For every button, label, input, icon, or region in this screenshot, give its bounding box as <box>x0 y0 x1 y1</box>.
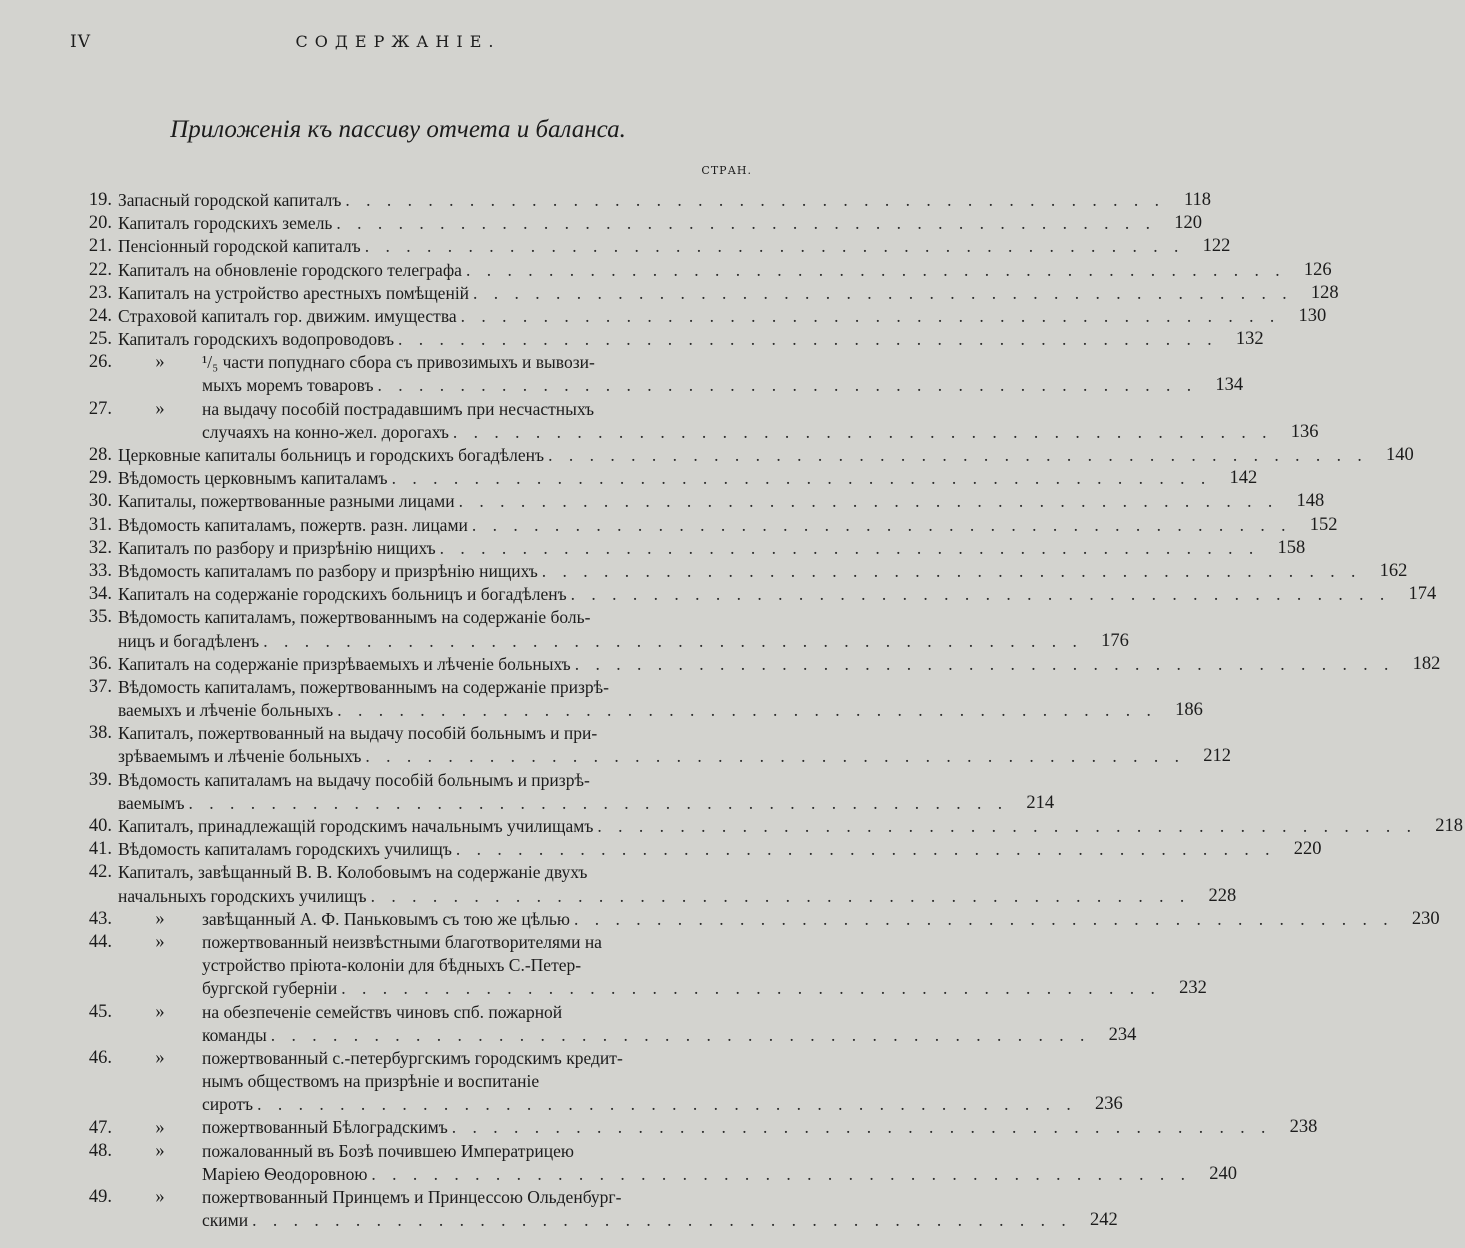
entry-content <box>118 514 1340 537</box>
dot-leader: . . . . . . . . . . . . . . . . . . . . . . . . . . . . . . . . . . . . . . . . <box>471 514 1292 535</box>
dot-leader: . . . . . . . . . . . . . . . . . . . . . . . . . . . . . . . . . . . . . . . . <box>364 236 1185 257</box>
entry-number: 20. <box>88 213 112 234</box>
page-ref: 142 <box>1229 468 1258 489</box>
entry-line <box>202 1186 1120 1209</box>
entry-content <box>118 560 1409 583</box>
toc-entry <box>0 1140 1238 1186</box>
entry-title: пожертвованный с.-петербургскимъ городскимъ кредит- <box>202 1047 623 1068</box>
toc-entry <box>0 861 1237 907</box>
page-ref: 140 <box>1385 445 1414 466</box>
entry-title: Капиталъ, пожертвованный на выдачу пособій больнымъ и при- <box>118 723 598 744</box>
dot-leader: . . . . . . . . . . . . . . . . . . . . . . . . . . . . . . . . . . . . . . . . <box>452 421 1273 442</box>
entry-title: пожалованный въ Бозѣ почившею Императрицею <box>202 1140 574 1161</box>
toc-entry <box>0 769 1055 815</box>
entry-title: Вѣдомость капиталамъ городскихъ училищъ <box>118 839 452 860</box>
entry-line <box>202 931 1209 954</box>
entry-number: 28. <box>88 445 112 466</box>
page-column-header: СТРАН. <box>701 164 752 177</box>
page-ref: 136 <box>1290 421 1319 442</box>
entry-number: 19. <box>88 190 112 210</box>
table-of-contents <box>0 189 1463 1232</box>
entry-line <box>118 328 1266 351</box>
toc-entry <box>0 467 1258 490</box>
entry-line <box>118 305 1328 328</box>
dot-leader: . . . . . . . . . . . . . . . . . . . . . . . . . . . . . . . . . . . . . . . . <box>460 305 1281 326</box>
page-ref: 212 <box>1203 746 1231 767</box>
entry-content <box>118 861 1238 907</box>
entry-content <box>118 722 1233 768</box>
entry-number: 40. <box>88 816 112 837</box>
ditto-mark: » <box>155 1117 165 1138</box>
page-ref: 152 <box>1309 514 1338 535</box>
entry-content <box>118 653 1442 676</box>
entry-content <box>202 1140 1239 1186</box>
entry-line <box>118 722 1233 745</box>
entry-content <box>118 189 1213 212</box>
entry-content <box>202 1186 1120 1232</box>
entry-line <box>118 885 1238 908</box>
entry-line <box>118 861 1238 884</box>
entry-number: 35. <box>88 607 112 628</box>
entry-number: 38. <box>88 723 112 744</box>
page-ref: 214 <box>1026 792 1055 813</box>
entry-line <box>118 653 1442 676</box>
entry-line <box>118 467 1259 490</box>
page-ref: 122 <box>1202 236 1231 257</box>
entry-title: на выдачу пособій пострадавшимъ при несчастныхъ <box>202 398 595 419</box>
entry-number: 45. <box>88 1001 112 1022</box>
entry-content <box>118 676 1205 722</box>
entry-content <box>118 769 1056 815</box>
page-ref: 242 <box>1089 1210 1118 1231</box>
toc-entry <box>0 1117 1318 1140</box>
entry-content <box>118 328 1266 351</box>
dot-leader: . . . . . . . . . . . . . . . . . . . . . . . . . . . . . . . . . . . . . . . . <box>371 1163 1192 1184</box>
entry-line <box>202 375 1245 398</box>
page-ref: 220 <box>1293 839 1322 860</box>
entry-content <box>118 212 1204 235</box>
toc-entry <box>0 606 1129 652</box>
dot-leader: . . . . . . . . . . . . . . . . . . . . . . . . . . . . . . . . . . . . . . . . <box>597 816 1417 837</box>
entry-line <box>118 815 1465 838</box>
entry-content <box>202 1047 1125 1117</box>
entry-line <box>202 398 1321 421</box>
entry-number: 46. <box>88 1047 112 1068</box>
dot-leader: . . . . . . . . . . . . . . . . . . . . . . . . . . . . . . . . . . . . . . . . <box>365 746 1185 767</box>
entry-content <box>202 1001 1138 1047</box>
entry-number: 29. <box>88 468 112 489</box>
entry-line <box>202 1117 1319 1140</box>
entry-line <box>202 1209 1120 1232</box>
entry-number: 22. <box>88 259 112 280</box>
toc-entry <box>0 838 1322 861</box>
dot-leader: . . . . . . . . . . . . . . . . . . . . . . . . . . . . . . . . . . . . . . . . <box>336 213 1157 234</box>
dot-leader: . . . . . . . . . . . . . . . . . . . . . . . . . . . . . . . . . . . . . . . . <box>398 329 1218 350</box>
entry-title: нымъ обществомъ на призрѣніе и воспитаніе <box>202 1071 540 1092</box>
entry-title: Капиталъ на обновленіе городского телеграфа <box>118 259 462 280</box>
toc-entry <box>0 560 1408 583</box>
entry-title: пожертвованный Бѣлоградскимъ <box>202 1117 448 1138</box>
entry-content <box>118 305 1328 328</box>
toc-entry <box>0 908 1440 931</box>
entry-number: 37. <box>88 676 112 697</box>
entry-title: Страховой капиталъ гор. движим. имущества <box>118 305 457 326</box>
entry-line <box>118 630 1131 653</box>
page-ref: 130 <box>1298 305 1327 326</box>
entry-line <box>202 1047 1125 1070</box>
entry-number: 27. <box>88 398 112 419</box>
entry-line <box>202 1024 1138 1047</box>
page-ref: 234 <box>1108 1024 1137 1045</box>
entry-line <box>118 444 1416 467</box>
entry-title: Капиталъ, завѣщанный В. В. Колобовымъ на содержаніе двухъ <box>118 862 588 883</box>
dot-leader: . . . . . . . . . . . . . . . . . . . . . . . . . . . . . . . . . . . . . . . . <box>252 1210 1072 1231</box>
entry-line <box>118 583 1438 606</box>
entry-line <box>118 537 1307 560</box>
toc-entry <box>0 676 1203 722</box>
entry-title: бургской губерніи <box>202 978 338 999</box>
toc-entry <box>0 514 1338 537</box>
page-ref: 182 <box>1412 653 1441 674</box>
page-ref: 158 <box>1277 537 1306 558</box>
entry-line <box>202 351 1245 374</box>
entry-title: Вѣдомость капиталамъ, пожертвованнымъ на содержаніе призрѣ- <box>118 676 609 697</box>
dot-leader: . . . . . . . . . . . . . . . . . . . . . . . . . . . . . . . . . . . . . . . . <box>451 1117 1272 1138</box>
entry-title: Капиталъ по разбору и призрѣнію нищихъ <box>118 537 436 558</box>
entry-title: Капиталъ городскихъ земель <box>118 213 333 234</box>
entry-number: 30. <box>88 491 112 512</box>
toc-entry <box>0 931 1207 1001</box>
page-number: IV <box>70 32 91 52</box>
page-ref: 232 <box>1179 978 1207 999</box>
entry-content <box>202 398 1321 444</box>
toc-entry <box>0 398 1319 444</box>
page-ref: 126 <box>1303 259 1332 280</box>
entry-content <box>118 537 1307 560</box>
entry-number: 32. <box>88 537 112 558</box>
page-ref: 218 <box>1435 816 1463 837</box>
page-ref: 118 <box>1183 189 1212 210</box>
entry-line <box>118 838 1324 861</box>
toc-entry <box>0 653 1441 676</box>
entry-title: Пенсіонный городской капиталъ <box>118 236 361 257</box>
entry-line <box>202 1093 1125 1116</box>
entry-title: ницъ и богадѣленъ <box>118 630 260 651</box>
entry-number: 47. <box>88 1117 112 1138</box>
toc-entry <box>0 537 1306 560</box>
page-ref: 186 <box>1175 700 1203 721</box>
entry-title: сиротъ <box>202 1094 254 1115</box>
dot-leader: . . . . . . . . . . . . . . . . . . . . . . . . . . . . . . . . . . . . . . . . <box>377 375 1198 396</box>
entry-content <box>118 444 1416 467</box>
entry-line <box>118 606 1131 629</box>
page-ref: 240 <box>1209 1163 1238 1184</box>
dot-leader: . . . . . . . . . . . . . . . . . . . . . . . . . . . . . . . . . . . . . . . . <box>570 584 1391 605</box>
dot-leader: . . . . . . . . . . . . . . . . . . . . . . . . . . . . . . . . . . . . . . . . <box>465 259 1286 280</box>
entry-title: начальныхъ городскихъ училищъ <box>118 885 367 906</box>
entry-line <box>118 514 1340 537</box>
entry-title: Церковные капиталы больницъ и городскихъ богадѣленъ <box>118 445 545 466</box>
toc-entry <box>0 259 1332 282</box>
entry-title: скими <box>202 1210 249 1231</box>
entry-title: Капиталъ городскихъ водопроводовъ <box>118 329 395 350</box>
dot-leader: . . . . . . . . . . . . . . . . . . . . . . . . . . . . . . . . . . . . . . . . <box>473 282 1293 303</box>
entry-line <box>202 1070 1125 1093</box>
entry-content <box>118 490 1326 513</box>
entry-title: пожертвованный неизвѣстными благотворителями на <box>202 931 602 952</box>
entry-number: 26. <box>88 352 112 373</box>
page-ref: 132 <box>1235 329 1264 350</box>
entry-line <box>202 954 1209 977</box>
toc-entry <box>0 282 1339 305</box>
entry-title: команды <box>202 1024 267 1045</box>
toc-entry <box>0 444 1414 467</box>
entry-title: Капиталы, пожертвованные разными лицами <box>118 491 455 512</box>
entry-content <box>118 235 1232 258</box>
ditto-mark: » <box>155 932 165 952</box>
entry-content <box>118 583 1438 606</box>
entry-line <box>202 977 1209 1000</box>
page-ref: 134 <box>1215 375 1244 396</box>
section-title: Приложенія къ пассиву отчета и баланса. <box>170 116 626 143</box>
dot-leader: . . . . . . . . . . . . . . . . . . . . . . . . . . . . . . . . . . . . . . . . <box>188 792 1009 813</box>
ditto-mark: » <box>155 1187 165 1208</box>
entry-content <box>118 606 1131 652</box>
entry-title: ¹/₅ части попуднаго сбора съ привозимыхъ и вывози- <box>202 352 595 373</box>
dot-leader: . . . . . . . . . . . . . . . . . . . . . . . . . . . . . . . . . . . . . . . . <box>439 537 1260 558</box>
toc-entry <box>0 815 1463 838</box>
entry-content <box>202 908 1442 931</box>
entry-title: завѣщанный А. Ф. Паньковымъ съ тою же цѣлью <box>202 908 570 929</box>
entry-number: 48. <box>88 1140 112 1161</box>
toc-entry <box>0 722 1231 768</box>
page-ref: 148 <box>1296 491 1325 512</box>
toc-entry <box>0 235 1231 258</box>
dot-leader: . . . . . . . . . . . . . . . . . . . . . . . . . . . . . . . . . . . . . . . . <box>270 1024 1091 1045</box>
entry-content <box>118 259 1334 282</box>
entry-title: на обезпеченіе семействъ чиновъ спб. пожарной <box>202 1001 563 1022</box>
entry-title: Капиталъ на содержаніе городскихъ больницъ и богадѣленъ <box>118 584 567 605</box>
dot-leader: . . . . . . . . . . . . . . . . . . . . . . . . . . . . . . . . . . . . . . . . <box>370 885 1191 906</box>
entry-line <box>202 908 1442 931</box>
entry-line <box>202 421 1321 444</box>
entry-number: 33. <box>88 561 112 581</box>
entry-title: Вѣдомость капиталамъ, пожертвованнымъ на содержаніе боль- <box>118 607 591 628</box>
ditto-mark: » <box>155 352 165 373</box>
page-ref: 174 <box>1408 584 1437 605</box>
entry-title: случаяхъ на конно-жел. дорогахъ <box>202 421 449 442</box>
entry-line <box>118 560 1409 583</box>
page-ref: 162 <box>1379 560 1408 581</box>
entry-number: 31. <box>88 514 112 535</box>
dot-leader: . . . . . . . . . . . . . . . . . . . . . . . . . . . . . . . . . . . . . . . . <box>341 978 1161 999</box>
entry-title: ваемымъ <box>118 792 185 813</box>
dot-leader: . . . . . . . . . . . . . . . . . . . . . . . . . . . . . . . . . . . . . . . . <box>263 630 1083 651</box>
entry-title: Капиталъ, принадлежащій городскимъ начальнымъ училищамъ <box>118 816 594 837</box>
dot-leader: . . . . . . . . . . . . . . . . . . . . . . . . . . . . . . . . . . . . . . . . <box>337 700 1157 721</box>
toc-entry <box>0 305 1327 328</box>
entry-number: 24. <box>88 305 112 326</box>
entry-line <box>202 1163 1239 1186</box>
ditto-mark: » <box>155 1001 165 1022</box>
entry-number: 43. <box>88 908 112 929</box>
dot-leader: . . . . . . . . . . . . . . . . . . . . . . . . . . . . . . . . . . . . . . . . <box>257 1094 1077 1115</box>
entry-content <box>118 838 1324 861</box>
entry-title: зрѣваемымъ и лѣченіе больныхъ <box>118 746 362 767</box>
entry-number: 25. <box>88 329 112 350</box>
toc-entry <box>0 490 1325 513</box>
entry-number: 39. <box>88 769 112 790</box>
entry-number: 34. <box>88 584 112 605</box>
dot-leader: . . . . . . . . . . . . . . . . . . . . . . . . . . . . . . . . . . . . . . . . <box>391 468 1212 489</box>
toc-entry <box>0 1186 1118 1232</box>
entry-line <box>118 189 1213 212</box>
toc-entry <box>0 1001 1137 1047</box>
toc-entry <box>0 212 1203 235</box>
entry-line <box>202 1001 1138 1024</box>
entry-number: 23. <box>88 282 112 303</box>
ditto-mark: » <box>155 398 165 419</box>
entry-title: Вѣдомость капиталамъ на выдачу пособій больнымъ и призрѣ- <box>118 769 590 790</box>
entry-title: устройство пріюта-колоніи для бѣдныхъ С.-Петер- <box>202 955 582 976</box>
entry-line <box>118 282 1341 305</box>
dot-leader: . . . . . . . . . . . . . . . . . . . . . . . . . . . . . . . . . . . . . . . . <box>345 189 1166 210</box>
entry-title: пожертвованный Принцемъ и Принцессою Ольденбург- <box>202 1187 622 1208</box>
dot-leader: . . . . . . . . . . . . . . . . . . . . . . . . . . . . . . . . . . . . . . . . <box>574 653 1395 674</box>
entry-title: Капиталъ на устройство арестныхъ помѣщеній <box>118 282 470 303</box>
entry-line <box>118 259 1334 282</box>
toc-entry <box>0 189 1212 212</box>
toc-entry <box>0 351 1244 397</box>
dot-leader: . . . . . . . . . . . . . . . . . . . . . . . . . . . . . . . . . . . . . . . . <box>573 908 1394 929</box>
entry-title: Вѣдомость церковнымъ капиталамъ <box>118 468 388 489</box>
entry-number: 36. <box>88 653 112 674</box>
entry-line <box>118 769 1056 792</box>
toc-entry <box>0 328 1264 351</box>
toc-entry <box>0 583 1437 606</box>
page-ref: 236 <box>1094 1094 1123 1115</box>
dot-leader: . . . . . . . . . . . . . . . . . . . . . . . . . . . . . . . . . . . . . . . . <box>548 445 1368 466</box>
entry-line <box>118 490 1326 513</box>
entry-content <box>202 351 1245 397</box>
page-ref: 228 <box>1208 885 1237 906</box>
running-header: СОДЕРЖАНІЕ. <box>295 32 501 51</box>
entry-number: 49. <box>88 1187 112 1208</box>
ditto-mark: » <box>155 908 165 929</box>
entry-content <box>202 931 1209 1001</box>
entry-title: Вѣдомость капиталамъ по разбору и призрѣнію нищихъ <box>118 560 538 581</box>
entry-content <box>118 815 1465 838</box>
page-ref: 230 <box>1411 908 1440 929</box>
entry-number: 42. <box>88 862 112 883</box>
entry-title: Запасный городской капиталъ <box>118 189 342 210</box>
toc-entry <box>0 1047 1123 1117</box>
entry-number: 44. <box>88 932 112 952</box>
entry-title: Маріею Ѳеодоровною <box>202 1163 368 1184</box>
entry-title: Вѣдомость капиталамъ, пожертв. разн. лицами <box>118 514 468 535</box>
entry-title: Капиталъ на содержаніе призрѣваемыхъ и лѣченіе больныхъ <box>118 653 571 674</box>
entry-number: 21. <box>88 236 112 257</box>
page-ref: 128 <box>1310 282 1339 303</box>
page-ref: 176 <box>1101 630 1129 651</box>
ditto-mark: » <box>155 1047 165 1068</box>
dot-leader: . . . . . . . . . . . . . . . . . . . . . . . . . . . . . . . . . . . . . . . . <box>455 839 1276 860</box>
entry-line <box>118 792 1056 815</box>
entry-line <box>118 212 1204 235</box>
entry-content <box>118 467 1259 490</box>
entry-line <box>202 1140 1239 1163</box>
dot-leader: . . . . . . . . . . . . . . . . . . . . . . . . . . . . . . . . . . . . . . . . <box>541 560 1362 581</box>
entry-number: 41. <box>88 839 112 860</box>
entry-line <box>118 676 1205 699</box>
dot-leader: . . . . . . . . . . . . . . . . . . . . . . . . . . . . . . . . . . . . . . . . <box>458 491 1279 512</box>
entry-content <box>202 1117 1319 1140</box>
entry-title: мыхъ моремъ товаровъ <box>202 375 374 396</box>
ditto-mark: » <box>155 1140 165 1161</box>
entry-line <box>118 746 1233 769</box>
entry-line <box>118 699 1205 722</box>
entry-content <box>118 282 1341 305</box>
entry-title: ваемыхъ и лѣченіе больныхъ <box>118 700 334 721</box>
entry-line <box>118 235 1232 258</box>
page-ref: 120 <box>1174 213 1203 234</box>
page-ref: 238 <box>1289 1117 1318 1138</box>
